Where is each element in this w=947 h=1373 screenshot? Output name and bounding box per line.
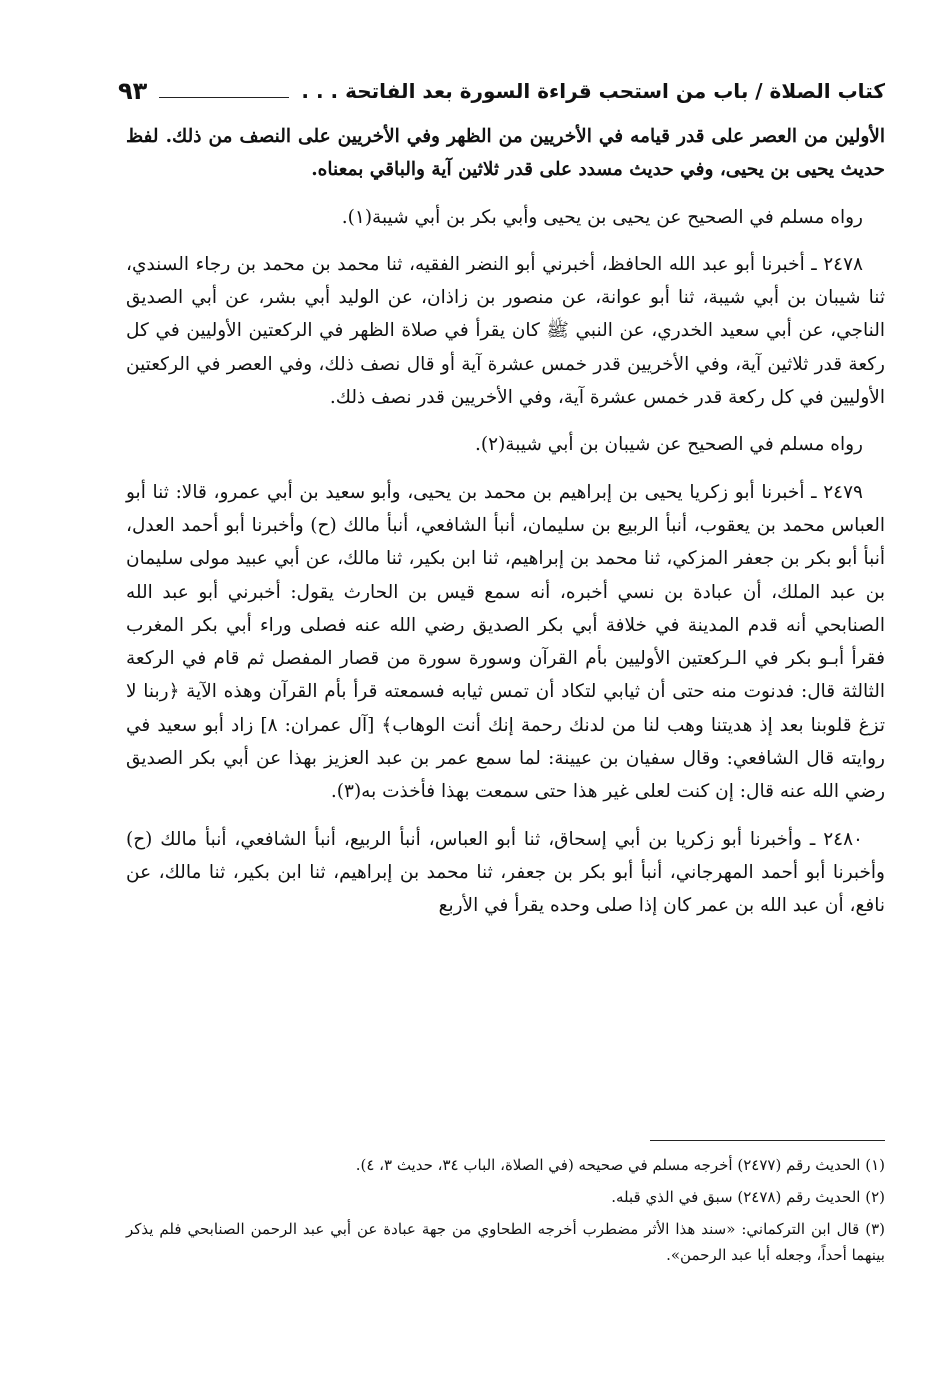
header-rule [159,97,289,98]
main-text [126,120,885,937]
running-title: كتاب الصلاة / باب من استحب قراءة السورة بعد الفاتحة . . . [301,79,885,103]
paragraph-continuation: الأولين من العصر على قدر قيامه في الأخريين من الظهر وفي الأخريين على النصف من ذلك. لفظ حديث يحيى بن يحيى، وفي حديث مسدد على قدر ثلاثين آية والباقي بمعناه. [126,126,885,181]
page-header [118,74,885,108]
hadith-2478: ٢٤٧٨ ـ أخبرنا أبو عبد الله الحافظ، أخبرني أبو النضر الفقيه، ثنا محمد بن محمد بن رجاء السندي، ثنا شيبان بن أبي شيبة، ثنا أبو عوانة، عن منصور بن زاذان، عن الوليد أبي بشر، عن أبي الصديق الناجي، عن أبي سعيد الخدري، عن النبي ﷺ كان يقرأ في صلاة الظهر في الركعتين الأوليين في كل ركعة قدر ثلاثين آية، وفي الأخريين قدر خمس عشرة آية أو قال نصف ذلك، وفي العصر في الركعتين الأوليين في كل ركعة قدر خمس عشرة آية، وفي الأخريين قدر نصف ذلك. [126,253,885,409]
paragraph-riwaya-1: رواه مسلم في الصحيح عن يحيى بن يحيى وأبي بكر بن أبي شيبة(١). [341,206,863,228]
hadith-2479: ٢٤٧٩ ـ أخبرنا أبو زكريا يحيى بن إبراهيم بن محمد بن يحيى، وأبو سعيد بن أبي عمرو، قالا: ثنا أبو العباس محمد بن يعقوب، أنبأ الربيع بن سليمان، أنبأ الشافعي، أنبأ مالك (ح) وأخبرنا أبو أحمد العدل، أنبأ أبو بكر بن جعفر المزكي، ثنا محمد بن إبراهيم، ثنا ابن بكير، ثنا مالك، عن أبي عبيد مولى سليمان بن عبد الملك، أن عبادة بن نسي أخبره، أنه سمع قيس بن الحارث يقول: أخبرني أبو عبد الله الصنابحي أنه قدم المدينة في خلافة أبي بكر الصديق رضي الله عنه فصلى وراء أبي بكر المغرب فقرأ أبـو بكر في الـركعتين الأوليين بأم القرآن وسورة سورة من قصار المفصل ثم قام في الركعة الثالثة قال: فدنوت منه حتى أن ثيابي لتكاد أن تمس ثيابه فسمعته قرأ بأم القرآن وهذه الآية ﴿ربنا لا تزغ قلوبنا بعد إذ هديتنا وهب لنا من لدنك رحمة إنك أنت الوهاب﴾ [آل عمران: ٨] زاد أبو سعيد في روايته قال الشافعي: وقال سفيان بن عيينة: لما سمع عمر بن عبد العزيز بهذا عن أبي بكر الصديق رضي الله عنه قال: إن كنت لعلى غير هذا حتى سمعت بهذا فأخذت به(٣). [126,481,885,803]
paragraph-riwaya-2: رواه مسلم في الصحيح عن شيبان بن أبي شيبة(٢). [475,434,863,456]
hadith-2480: ٢٤٨٠ ـ وأخبرنا أبو زكريا بن أبي إسحاق، ثنا أبو العباس، أنبأ الربيع، أنبأ الشافعي، أنبأ مالك (ح) وأخبرنا أبو أحمد المهرجاني، أنبأ أبو بكر بن جعفر، ثنا محمد بن إبراهيم، ثنا ابن بكير، ثنا مالك، عن نافع، أن عبد الله بن عمر كان إذا صلى وحده يقرأ في الأربع [126,828,885,917]
footnote-1: (١) الحديث رقم (٢٤٧٧) أخرجه مسلم في صحيحه (في الصلاة، الباب ٣٤، حديث ٣، ٤). [355,1156,885,1174]
footnote-separator [650,1140,885,1141]
footnotes [126,1152,885,1274]
footnote-2: (٢) الحديث رقم (٢٤٧٨) سبق في الذي قبله. [611,1188,885,1206]
page-number: ٩٣ [118,77,148,105]
footnote-3: (٣) قال ابن التركماني: «سند هذا الأثر مضطرب أخرجه الطحاوي من جهة عبادة عن أبي عبد الرحمن الصنابحي فلم يذكر بينهما أحداً، وجعله أبا عبد الرحمن». [126,1220,885,1264]
